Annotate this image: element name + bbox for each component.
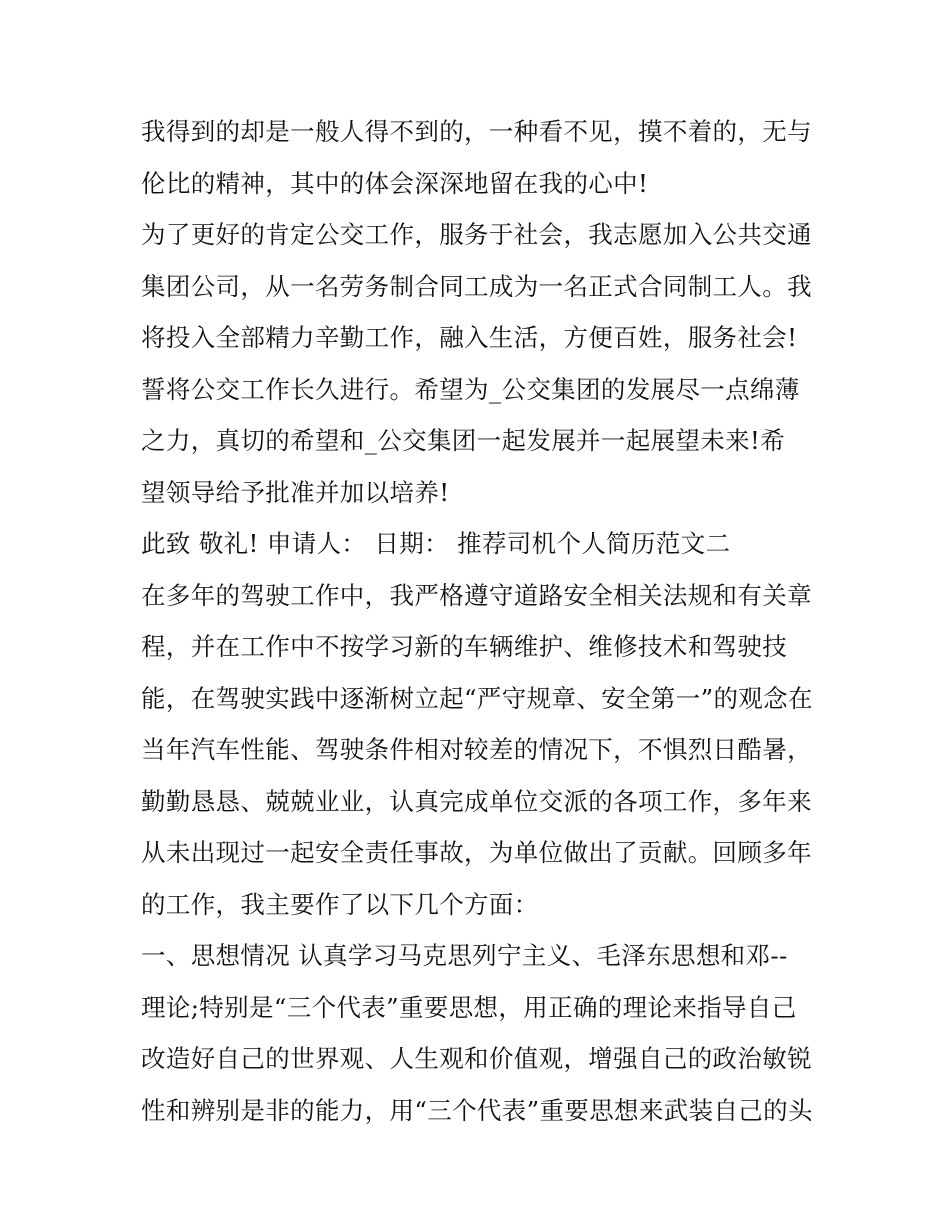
text-line: 一、思想情况 认真学习马克思列宁主义、毛泽东思想和邓-- [141,941,788,970]
text-line: 能，在驾驶实践中逐渐树立起“严守规章、安全第一”的观念在 [141,683,813,713]
text-line: 理论;特别是“三个代表”重要思想，用正确的理论来指导自己 [141,992,797,1022]
text-line: 集团公司，从一名劳务制合同工成为一名正式合同制工人。我 [141,271,812,301]
text-line: 程，并在工作中不按学习新的车辆维护、维修技术和驾驶技 [141,632,788,661]
text-line: 此致 敬礼! 申请人： 日期： 推荐司机个人简历范文二 [141,529,731,558]
text-line: 之力，真切的希望和_公交集团一起发展并一起展望未来!希 [141,426,786,455]
text-line: 勤勤恳恳、兢兢业业，认真完成单位交派的各项工作，多年来 [141,786,812,816]
text-line: 誓将公交工作长久进行。希望为_公交集团的发展尽一点绵薄 [141,374,800,404]
text-line: 从未出现过一起安全责任事故，为单位做出了贡献。回顾多年 [141,838,812,867]
text-line: 当年汽车性能、驾驶条件相对较差的情况下，不惧烈日酷暑， [141,735,812,764]
text-line: 将投入全部精力辛勤工作，融入生活，方便百姓，服务社会! [141,323,798,352]
text-line: 在多年的驾驶工作中，我严格遵守道路安全相关法规和有关章 [141,580,812,610]
document-body [141,106,821,1136]
text-line: 望领导给予批准并加以培养! [141,477,450,507]
text-line: 为了更好的肯定公交工作，服务于社会，我志愿加入公共交通 [141,220,812,249]
text-line: 性和辨别是非的能力，用“三个代表”重要思想来武装自己的头 [141,1095,813,1125]
text-line: 的工作，我主要作了以下几个方面： [141,889,539,919]
text-line: 改造好自己的世界观、人生观和价值观，增强自己的政治敏锐 [141,1044,812,1073]
text-line: 我得到的却是一般人得不到的，一种看不见，摸不着的，无与 [141,117,812,146]
text-line: 伦比的精神，其中的体会深深地留在我的心中! [141,168,649,198]
